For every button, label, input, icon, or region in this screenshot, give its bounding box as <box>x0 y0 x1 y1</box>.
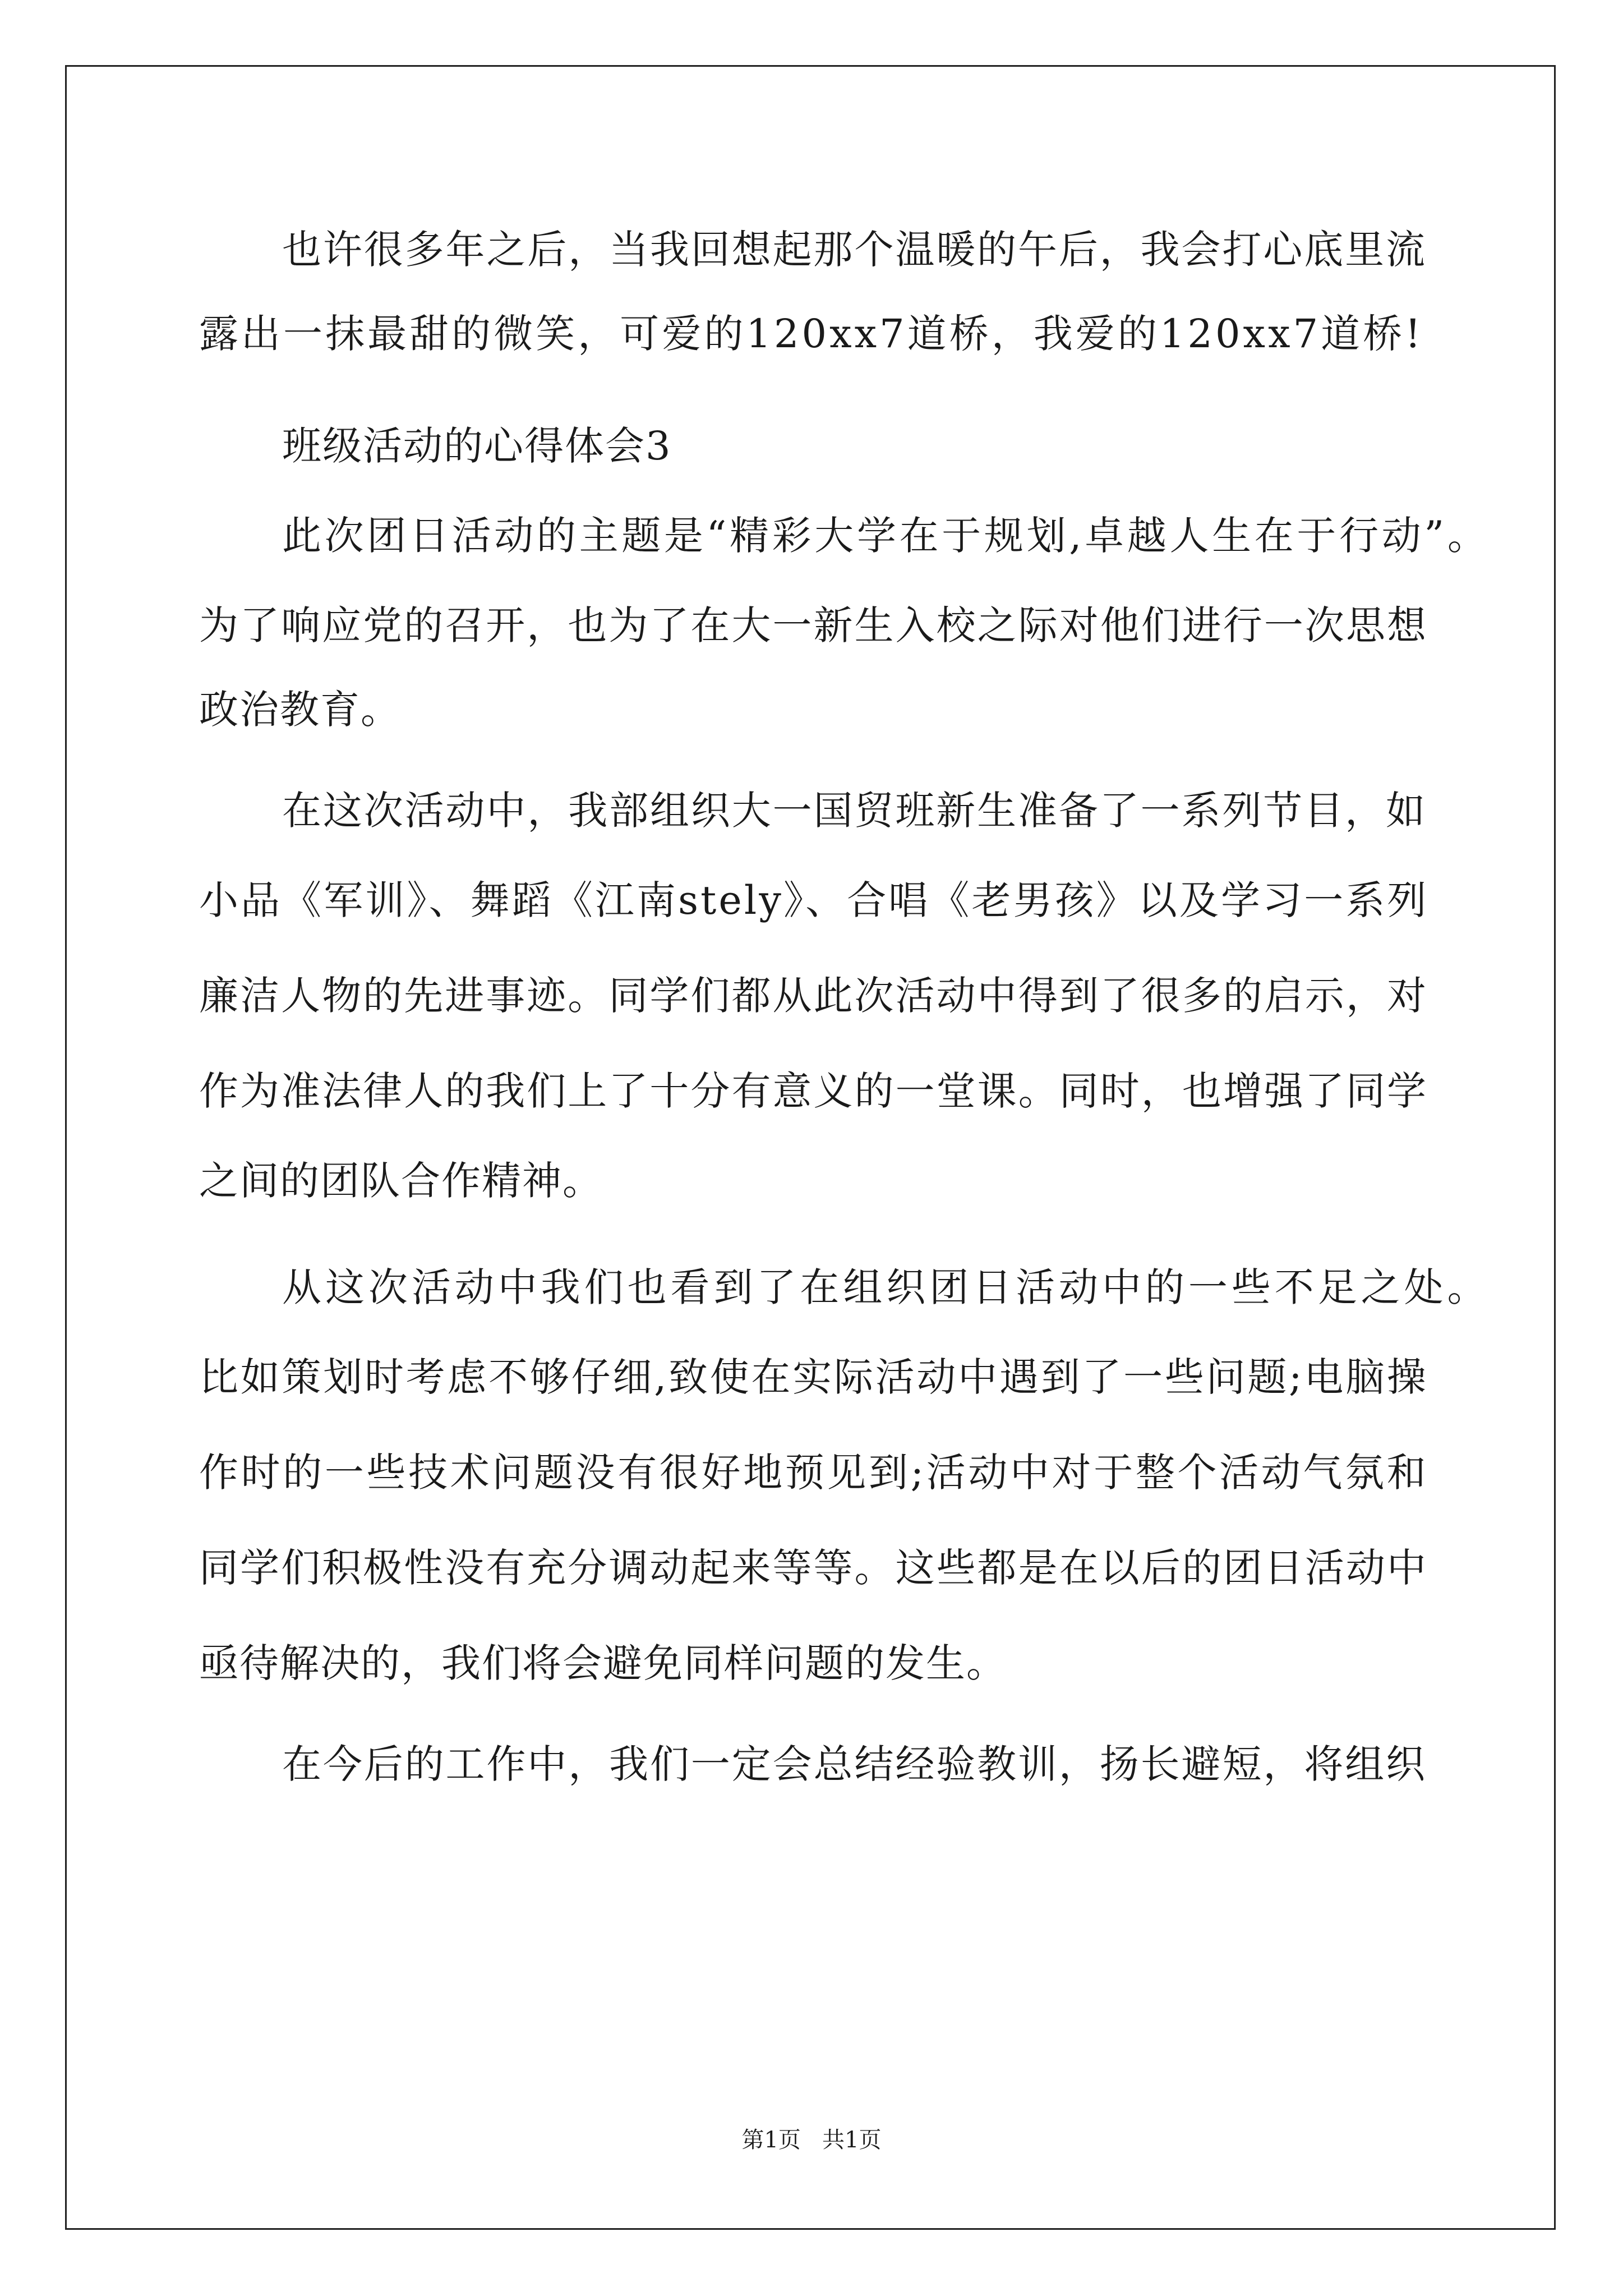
paragraph-line: 之间的团队合作精神。 <box>199 1158 603 1204</box>
paragraph-line: 从这次活动中我们也看到了在组织团日活动中的一些不足之处。 <box>282 1264 1491 1310</box>
paragraph-line: 作为准法律人的我们上了十分有意义的一堂课。同时，也增强了同学 <box>199 1068 1428 1114</box>
paragraph-line: 政治教育。 <box>199 687 401 733</box>
paragraph-line: 在今后的工作中，我们一定会总结经验教训，扬长避短，将组织 <box>282 1741 1427 1787</box>
paragraph-line: 同学们积极性没有充分调动起来等等。这些都是在以后的团日活动中 <box>199 1545 1428 1591</box>
paragraph-line: 为了响应党的召开，也为了在大一新生入校之际对他们进行一次思想 <box>199 602 1428 648</box>
paragraph-line: 作时的一些技术问题没有很好地预见到;活动中对于整个活动气氛和 <box>199 1450 1429 1496</box>
paragraph-line: 亟待解决的，我们将会避免同样问题的发生。 <box>199 1640 1007 1686</box>
paragraph-line: 此次团日活动的主题是“精彩大学在于规划,卓越人生在于行动”。 <box>282 513 1490 559</box>
page-border <box>65 65 1556 2230</box>
paragraph-line: 在这次活动中，我部组织大一国贸班新生准备了一系列节目，如 <box>282 788 1427 834</box>
page-footer: 第1页 共1页 <box>741 2127 882 2153</box>
paragraph-line: 廉洁人物的先进事迹。同学们都从此次活动中得到了很多的启示，对 <box>199 973 1428 1019</box>
paragraph-line: 露出一抹最甜的微笑，可爱的120xx7道桥，我爱的120xx7道桥! <box>199 311 1424 357</box>
section-heading: 班级活动的心得体会3 <box>282 423 672 469</box>
paragraph-line: 比如策划时考虑不够仔细,致使在实际活动中遇到了一些问题;电脑操 <box>199 1354 1428 1400</box>
paragraph-line: 也许很多年之后，当我回想起那个温暖的午后，我会打心底里流 <box>282 227 1427 273</box>
paragraph-line: 小品《军训》、舞蹈《江南stely》、合唱《老男孩》以及学习一系列 <box>199 877 1429 923</box>
